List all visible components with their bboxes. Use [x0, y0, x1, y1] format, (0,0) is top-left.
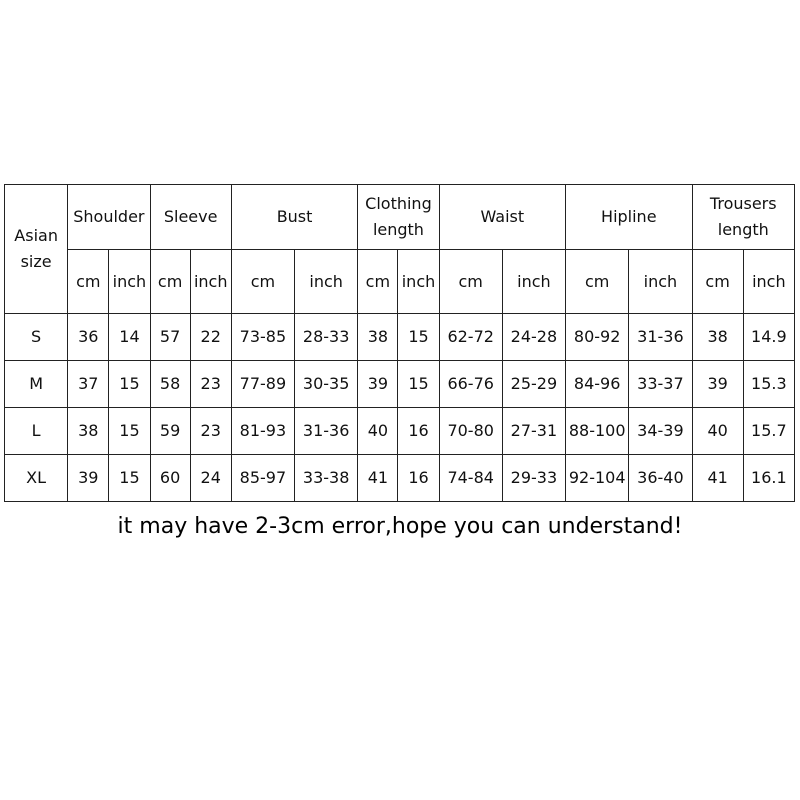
- measurement-cell: 27-31: [502, 408, 565, 455]
- error-note: it may have 2-3cm error,hope you can understand!: [117, 514, 683, 539]
- group-label-line2: length: [717, 220, 769, 239]
- measurement-cell: 66-76: [439, 361, 502, 408]
- measurement-cell: 14.9: [743, 314, 794, 361]
- measurement-cell: 62-72: [439, 314, 502, 361]
- measurement-cell: 70-80: [439, 408, 502, 455]
- size-header-line2: size: [20, 252, 52, 271]
- measurement-cell: 23: [190, 361, 231, 408]
- measurement-cell: 36: [68, 314, 109, 361]
- measurement-cell: 16: [398, 455, 439, 502]
- measurement-cell: 23: [190, 408, 231, 455]
- measurement-cell: 85-97: [231, 455, 294, 502]
- unit-header: cm: [150, 250, 190, 314]
- group-header-sleeve: [150, 185, 231, 250]
- measurement-cell: 77-89: [231, 361, 294, 408]
- measurement-cell: 33-38: [295, 455, 358, 502]
- unit-header: cm: [692, 250, 743, 314]
- group-label-line1: Waist: [480, 207, 525, 226]
- measurement-cell: 31-36: [629, 314, 692, 361]
- measurement-cell: 14: [109, 314, 150, 361]
- measurement-cell: 58: [150, 361, 190, 408]
- size-column-header: [5, 185, 68, 314]
- measurement-cell: 81-93: [231, 408, 294, 455]
- group-label-line1: Hipline: [601, 207, 657, 226]
- measurement-cell: 92-104: [566, 455, 629, 502]
- measurement-cell: 41: [692, 455, 743, 502]
- size-cell: XL: [5, 455, 68, 502]
- measurement-cell: 30-35: [295, 361, 358, 408]
- size-chart-table: [4, 184, 795, 502]
- unit-header: inch: [398, 250, 439, 314]
- group-header-waist: [439, 185, 565, 250]
- unit-header: inch: [629, 250, 692, 314]
- measurement-cell: 31-36: [295, 408, 358, 455]
- measurement-cell: 84-96: [566, 361, 629, 408]
- unit-header: inch: [190, 250, 231, 314]
- unit-header: inch: [743, 250, 794, 314]
- group-label-line1: Sleeve: [163, 207, 218, 226]
- measurement-cell: 37: [68, 361, 109, 408]
- size-cell: M: [5, 361, 68, 408]
- measurement-cell: 38: [692, 314, 743, 361]
- measurement-cell: 34-39: [629, 408, 692, 455]
- unit-header: inch: [295, 250, 358, 314]
- group-header-bust: [231, 185, 357, 250]
- measurement-cell: 73-85: [231, 314, 294, 361]
- measurement-cell: 16.1: [743, 455, 794, 502]
- unit-header: cm: [231, 250, 294, 314]
- table-row: [5, 408, 795, 455]
- measurement-cell: 29-33: [502, 455, 565, 502]
- measurement-cell: 88-100: [566, 408, 629, 455]
- measurement-cell: 39: [358, 361, 398, 408]
- group-label-line1: Bust: [276, 207, 313, 226]
- group-label-line2: length: [372, 220, 424, 239]
- unit-header: inch: [502, 250, 565, 314]
- measurement-cell: 57: [150, 314, 190, 361]
- group-header-shoulder: [68, 185, 150, 250]
- measurement-cell: 36-40: [629, 455, 692, 502]
- header-row-units: [5, 250, 795, 314]
- measurement-cell: 41: [358, 455, 398, 502]
- measurement-cell: 74-84: [439, 455, 502, 502]
- measurement-cell: 39: [68, 455, 109, 502]
- table-row: [5, 314, 795, 361]
- measurement-cell: 39: [692, 361, 743, 408]
- size-cell: S: [5, 314, 68, 361]
- unit-header: cm: [358, 250, 398, 314]
- measurement-cell: 15: [109, 361, 150, 408]
- size-cell: L: [5, 408, 68, 455]
- group-header-hipline: [566, 185, 692, 250]
- measurement-cell: 28-33: [295, 314, 358, 361]
- size-table-body: [5, 314, 795, 502]
- group-label-line1: Shoulder: [73, 207, 145, 226]
- measurement-cell: 24: [190, 455, 231, 502]
- measurement-cell: 80-92: [566, 314, 629, 361]
- measurement-cell: 15.3: [743, 361, 794, 408]
- measurement-cell: 59: [150, 408, 190, 455]
- measurement-cell: 15: [109, 408, 150, 455]
- measurement-cell: 24-28: [502, 314, 565, 361]
- measurement-cell: 15.7: [743, 408, 794, 455]
- measurement-cell: 38: [68, 408, 109, 455]
- header-row-groups: [5, 185, 795, 250]
- size-header-line1: Asian: [14, 226, 58, 245]
- measurement-cell: 16: [398, 408, 439, 455]
- table-row: [5, 361, 795, 408]
- group-header-trousers-length: [692, 185, 794, 250]
- measurement-cell: 60: [150, 455, 190, 502]
- measurement-cell: 15: [398, 314, 439, 361]
- measurement-cell: 40: [358, 408, 398, 455]
- group-label-line1: Trousers: [709, 194, 777, 213]
- measurement-cell: 38: [358, 314, 398, 361]
- measurement-cell: 22: [190, 314, 231, 361]
- group-label-line1: Clothing: [365, 194, 432, 213]
- measurement-cell: 15: [398, 361, 439, 408]
- measurement-cell: 25-29: [502, 361, 565, 408]
- measurement-cell: 33-37: [629, 361, 692, 408]
- unit-header: inch: [109, 250, 150, 314]
- unit-header: cm: [566, 250, 629, 314]
- unit-header: cm: [68, 250, 109, 314]
- measurement-cell: 15: [109, 455, 150, 502]
- measurement-cell: 40: [692, 408, 743, 455]
- group-header-clothing-length: [358, 185, 439, 250]
- unit-header: cm: [439, 250, 502, 314]
- table-row: [5, 455, 795, 502]
